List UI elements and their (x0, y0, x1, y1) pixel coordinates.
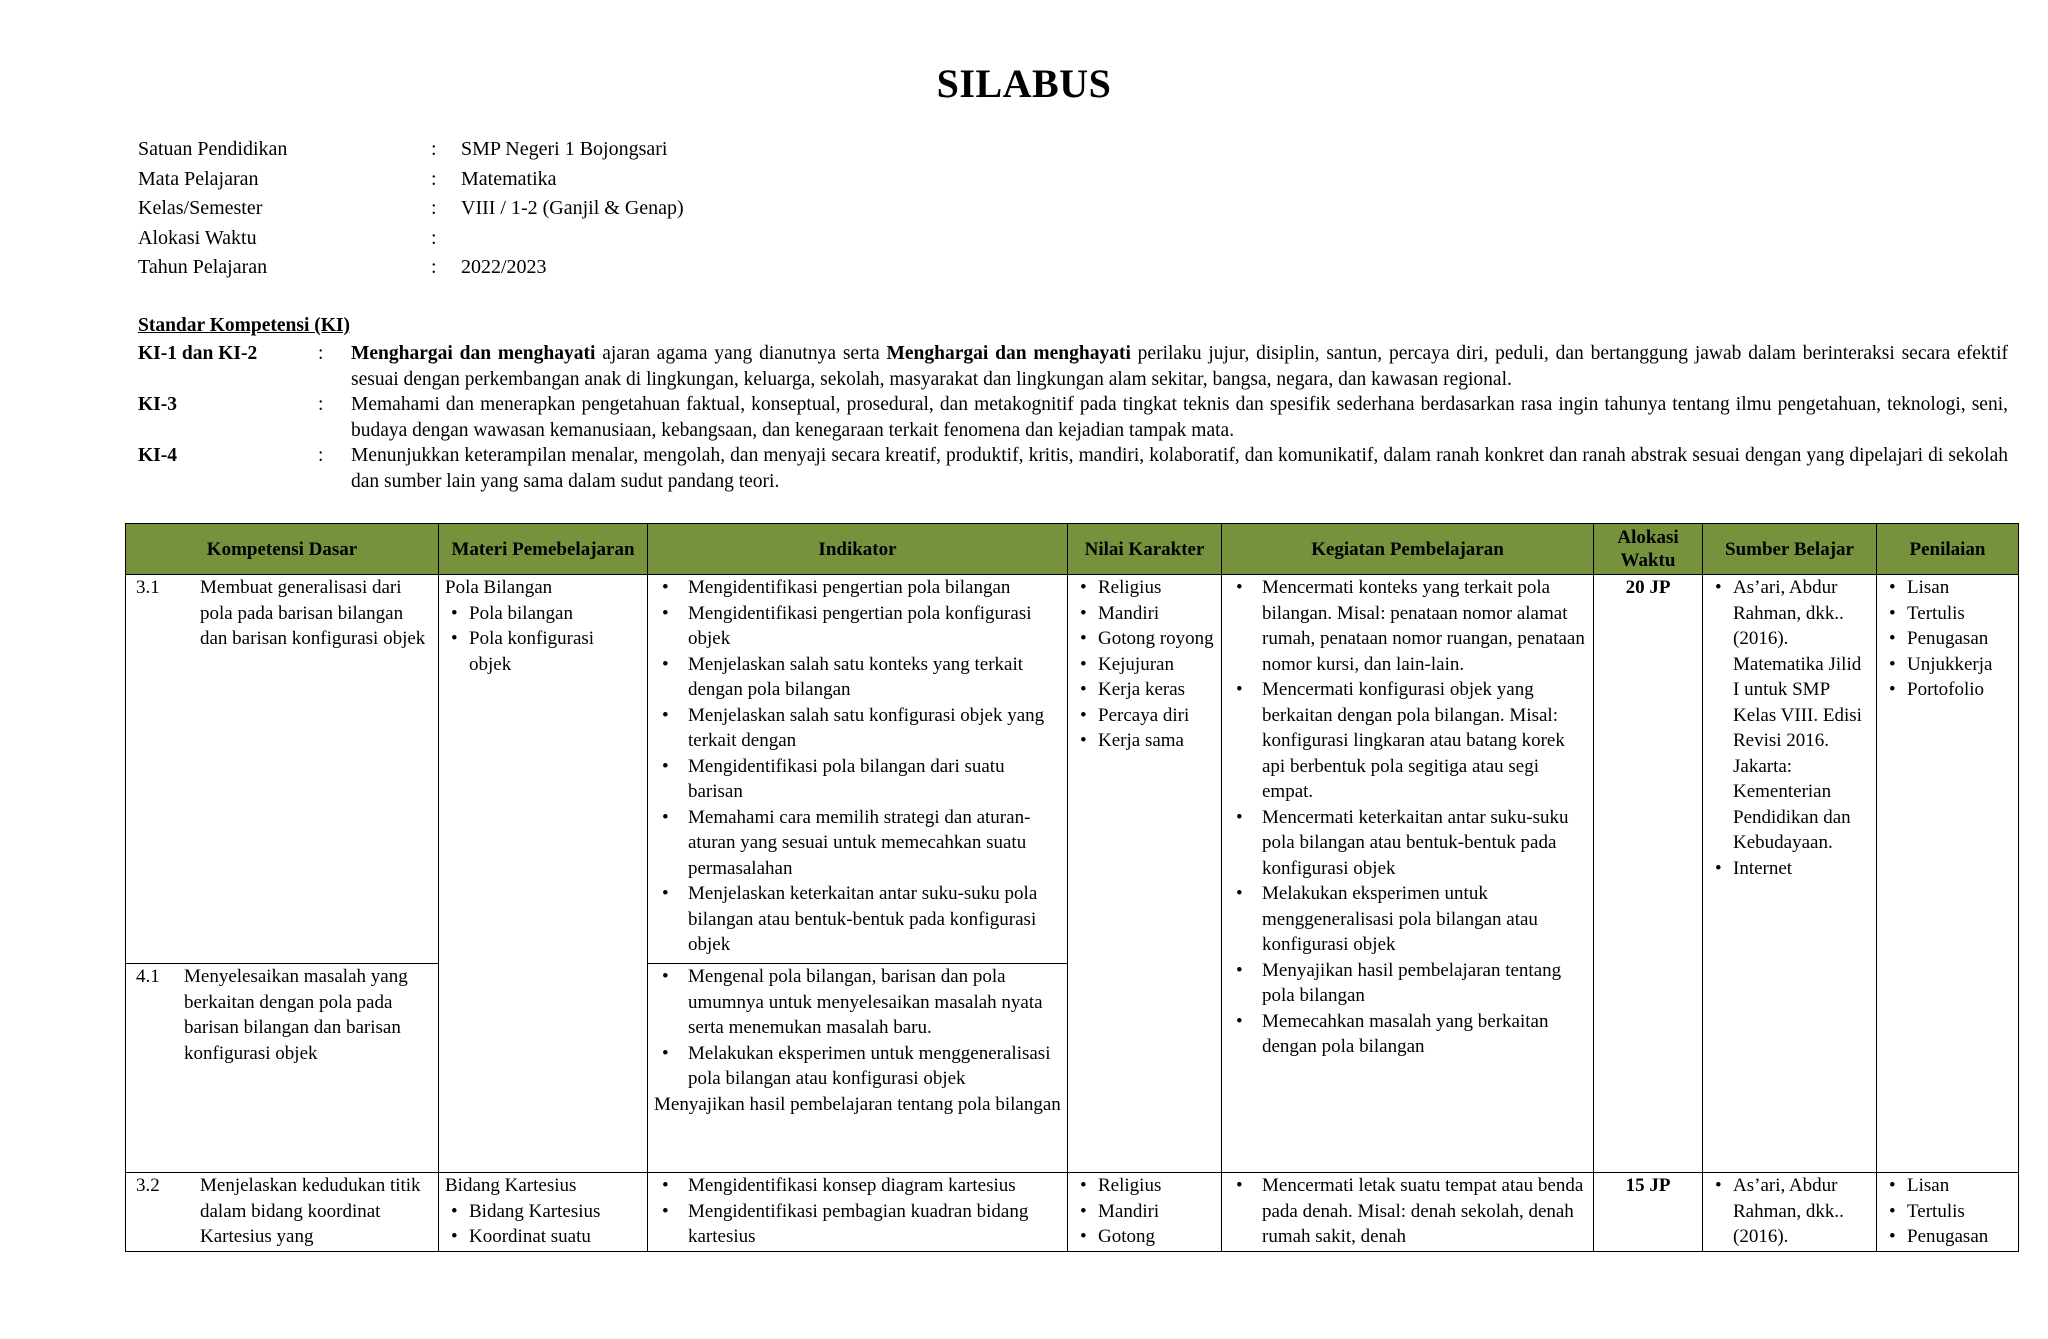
list-item: • Mengidentifikasi pengertian pola konfigurasi objek (654, 601, 1061, 652)
list-item: • Mencermati konfigurasi objek yang berkaitan dengan pola bilangan. Misal: konfigurasi lingkaran atau batang korek api berbentuk pola segitiga atau segi empat. (1228, 677, 1587, 805)
ki-label: KI-4 (138, 445, 177, 466)
list-item: • Tertulis (1883, 601, 2012, 627)
kd-number: 4.1 (136, 966, 160, 987)
materi-cell (439, 1173, 648, 1252)
list-item: • Pola konfigurasi objek (445, 626, 641, 677)
list-item: • Lisan (1883, 1173, 2012, 1199)
header-materi: Materi Pemebelajaran (439, 524, 648, 575)
header-alokasi: Alokasi Waktu (1594, 524, 1703, 575)
ki-label: KI-1 dan KI-2 (138, 343, 258, 364)
list-item: • Pola bilangan (445, 601, 641, 627)
kd-text: Membuat generalisasi dari pola pada barisan bilangan dan barisan konfigurasi objek (200, 577, 426, 649)
list-item: • Lisan (1883, 575, 2012, 601)
list-item: • Menjelaskan salah satu konfigurasi objek yang terkait dengan (654, 703, 1061, 754)
list-item: • Kerja sama (1074, 728, 1215, 754)
header-sumber: Sumber Belajar (1703, 524, 1877, 575)
list-item: • Gotong royong (1074, 626, 1215, 652)
list-item: • Menyajikan hasil pembelajaran tentang pola bilangan (1228, 958, 1587, 1009)
list-item: • Mengidentifikasi konsep diagram kartesius (654, 1173, 1061, 1199)
list-item: • Melakukan eksperimen untuk menggeneralisasi pola bilangan atau konfigurasi objek (654, 1041, 1061, 1092)
kegiatan-cell (1222, 1173, 1594, 1252)
header-nilai-karakter: Nilai Karakter (1068, 524, 1222, 575)
page-title: SILABUS (936, 61, 1112, 106)
table-row (126, 1173, 2019, 1252)
kd-number: 3.2 (136, 1175, 160, 1196)
list-item: • Melakukan eksperimen untuk menggeneralisasi pola bilangan atau konfigurasi objek (1228, 881, 1587, 958)
kegiatan-cell (1222, 575, 1594, 1173)
kd-text: Menyelesaikan masalah yang berkaitan dengan pola pada barisan bilangan dan barisan konfigurasi objek (184, 966, 408, 1064)
nilai-cell (1068, 575, 1222, 1173)
list-item: • Kerja keras (1074, 677, 1215, 703)
header-indikator: Indikator (648, 524, 1068, 575)
ki-section (138, 311, 2008, 494)
sumber-cell (1703, 575, 1877, 1173)
list-item: • Religius (1074, 575, 1215, 601)
list-item: • Koordinat suatu (445, 1224, 641, 1250)
indikator-cell (648, 964, 1068, 1173)
kd-cell (126, 575, 439, 964)
kd-cell (126, 964, 439, 1173)
table-header-row (126, 524, 2019, 575)
info-row-mapel: Mata Pelajaran : Matematika (138, 167, 557, 190)
list-item: • Mencermati letak suatu tempat atau benda pada denah. Misal: denah sekolah, denah rumah sakit, denah (1228, 1173, 1587, 1250)
sumber-cell (1703, 1173, 1877, 1252)
list-item: • Unjukkerja (1883, 652, 2012, 678)
header-kompetensi-dasar: Kompetensi Dasar (126, 524, 439, 575)
ki-text: Menghargai dan menghayati ajaran agama yang dianutnya serta Menghargai dan menghayati perilaku jujur, disiplin, santun, percaya diri, peduli, dan bertanggung jawab dalam berinteraksi secara efektif sesuai dengan perkembangan anak di lingkungan, keluarga, sekolah, masyarakat dan lingkungan alam sekitar, bangsa, negara, dan kawasan regional. (351, 343, 2008, 390)
info-label: Tahun Pelajaran (138, 256, 268, 279)
indikator-cell (648, 575, 1068, 964)
list-item: • Mandiri (1074, 601, 1215, 627)
list-item: • Mandiri (1074, 1199, 1215, 1225)
header-penilaian: Penilaian (1877, 524, 2019, 575)
ki-row-1-2: KI-1 dan KI-2 : Menghargai dan menghayati ajaran agama yang dianutnya serta Menghargai dan menghayati perilaku jujur, disiplin, santun, percaya diri, peduli, dan bertanggung jawab dalam berinteraksi secara efektif sesuai dengan perkembangan anak di lingkungan, keluarga, sekolah, masyarakat dan lingkungan alam sekitar, bangsa, negara, dan kawasan regional. (138, 341, 2008, 392)
materi-title: Pola Bilangan (445, 577, 553, 598)
table-row (126, 575, 2019, 964)
list-item: • Mengidentifikasi pembagian kuadran bidang kartesius (654, 1199, 1061, 1250)
materi-title: Bidang Kartesius (445, 1175, 577, 1196)
list-item: • Mengidentifikasi pola bilangan dari suatu barisan (654, 754, 1061, 805)
penilaian-cell (1877, 575, 2019, 1173)
list-item: • Internet (1709, 856, 1870, 882)
info-value: VIII / 1-2 (Ganjil & Genap) (461, 197, 684, 220)
info-row-tahun: Tahun Pelajaran : 2022/2023 (138, 256, 547, 279)
kd-number: 3.1 (136, 577, 160, 598)
info-value: 2022/2023 (461, 256, 547, 279)
list-item: • As’ari, Abdur Rahman, dkk.. (2016). (1709, 1173, 1870, 1250)
list-item: • Religius (1074, 1173, 1215, 1199)
list-item: • Tertulis (1883, 1199, 2012, 1225)
nilai-cell (1068, 1173, 1222, 1252)
list-item: • Memahami cara memilih strategi dan aturan-aturan yang sesuai untuk memecahkan suatu permasalahan (654, 805, 1061, 882)
list-item: • Mengidentifikasi pengertian pola bilangan (654, 575, 1061, 601)
list-item: • Bidang Kartesius (445, 1199, 641, 1225)
ki-text: Menunjukkan keterampilan menalar, mengolah, dan menyaji secara kreatif, produktif, kritis, mandiri, kolaboratif, dan komunikatif, dalam ranah konkret dan ranah abstrak sesuai dengan yang dipelajari di sekolah dan sumber lain yang sama dalam sudut pandang teori. (351, 445, 2008, 492)
list-item: • Gotong (1074, 1224, 1215, 1250)
kd-cell (126, 1173, 439, 1252)
list-item: • Penugasan (1883, 1224, 2012, 1250)
list-item: • Portofolio (1883, 677, 2012, 703)
list-item: • Menjelaskan salah satu konteks yang terkait dengan pola bilangan (654, 652, 1061, 703)
identity-block (138, 135, 684, 283)
ki-row-4: KI-4 : Menunjukkan keterampilan menalar, mengolah, dan menyaji secara kreatif, produktif, kritis, mandiri, kolaboratif, dan komunikatif, dalam ranah konkret dan ranah abstrak sesuai dengan yang dipelajari di sekolah dan sumber lain yang sama dalam sudut pandang teori. (138, 443, 2008, 494)
list-item: • Mencermati keterkaitan antar suku-suku pola bilangan atau bentuk-bentuk pada konfigurasi objek (1228, 805, 1587, 882)
ki-row-3: KI-3 : Memahami dan menerapkan pengetahuan faktual, konseptual, prosedural, dan metakognitif pada tingkat teknis dan spesifik sederhana berdasarkan rasa ingin tahunya tentang ilmu pengetahuan, teknologi, seni, budaya dengan wawasan kemanusiaan, kebangsaan, dan kenegaraan terkait fenomena dan kejadian tampak mata. (138, 392, 2008, 443)
info-row-satuan: Satuan Pendidikan : SMP Negeri 1 Bojongsari (138, 138, 668, 161)
header-kegiatan: Kegiatan Pembelajaran (1222, 524, 1594, 575)
list-item: • Mencermati konteks yang terkait pola bilangan. Misal: penataan nomor alamat rumah, penataan nomor ruangan, penataan nomor kursi, dan lain-lain. (1228, 575, 1587, 677)
info-row-kelas: Kelas/Semester : VIII / 1-2 (Ganjil & Genap) (138, 197, 684, 220)
list-item: • Mengenal pola bilangan, barisan dan pola umumnya untuk menyelesaikan masalah nyata serta menemukan masalah baru. (654, 964, 1061, 1041)
info-value: Matematika (461, 167, 557, 190)
info-label: Satuan Pendidikan (138, 138, 288, 161)
ki-heading: Standar Kompetensi (KI) (138, 315, 350, 336)
indikator-cell (648, 1173, 1068, 1252)
ki-text: Memahami dan menerapkan pengetahuan faktual, konseptual, prosedural, dan metakognitif pada tingkat teknis dan spesifik sederhana berdasarkan rasa ingin tahunya tentang ilmu pengetahuan, teknologi, seni, budaya dengan wawasan kemanusiaan, kebangsaan, dan kenegaraan terkait fenomena dan kejadian tampak mata. (351, 394, 2008, 441)
list-item: • Memecahkan masalah yang berkaitan dengan pola bilangan (1228, 1009, 1587, 1060)
penilaian-cell (1877, 1173, 2019, 1252)
materi-cell (439, 575, 648, 1173)
syllabus-table (125, 523, 2019, 1252)
list-item: • As’ari, Abdur Rahman, dkk.. (2016). Matematika Jilid I untuk SMP Kelas VIII. Edisi Revisi 2016. Jakarta: Kementerian Pendidikan dan Kebudayaan. (1709, 575, 1870, 856)
info-label: Alokasi Waktu (138, 226, 257, 249)
info-label: Kelas/Semester (138, 197, 263, 220)
list-item: • Penugasan (1883, 626, 2012, 652)
info-row-alokasi: Alokasi Waktu : (138, 226, 437, 249)
list-item: • Kejujuran (1074, 652, 1215, 678)
info-value: SMP Negeri 1 Bojongsari (461, 138, 668, 161)
ki-label: KI-3 (138, 394, 177, 415)
alokasi-cell: 20 JP (1594, 575, 1703, 1173)
kd-text: Menjelaskan kedudukan titik dalam bidang koordinat Kartesius yang (200, 1175, 421, 1247)
alokasi-cell: 15 JP (1594, 1173, 1703, 1252)
list-item: • Percaya diri (1074, 703, 1215, 729)
info-label: Mata Pelajaran (138, 167, 259, 190)
list-item: • Menjelaskan keterkaitan antar suku-suku pola bilangan atau bentuk-bentuk pada konfigurasi objek (654, 881, 1061, 958)
indikator-note: Menyajikan hasil pembelajaran tentang pola bilangan (654, 1093, 1061, 1115)
